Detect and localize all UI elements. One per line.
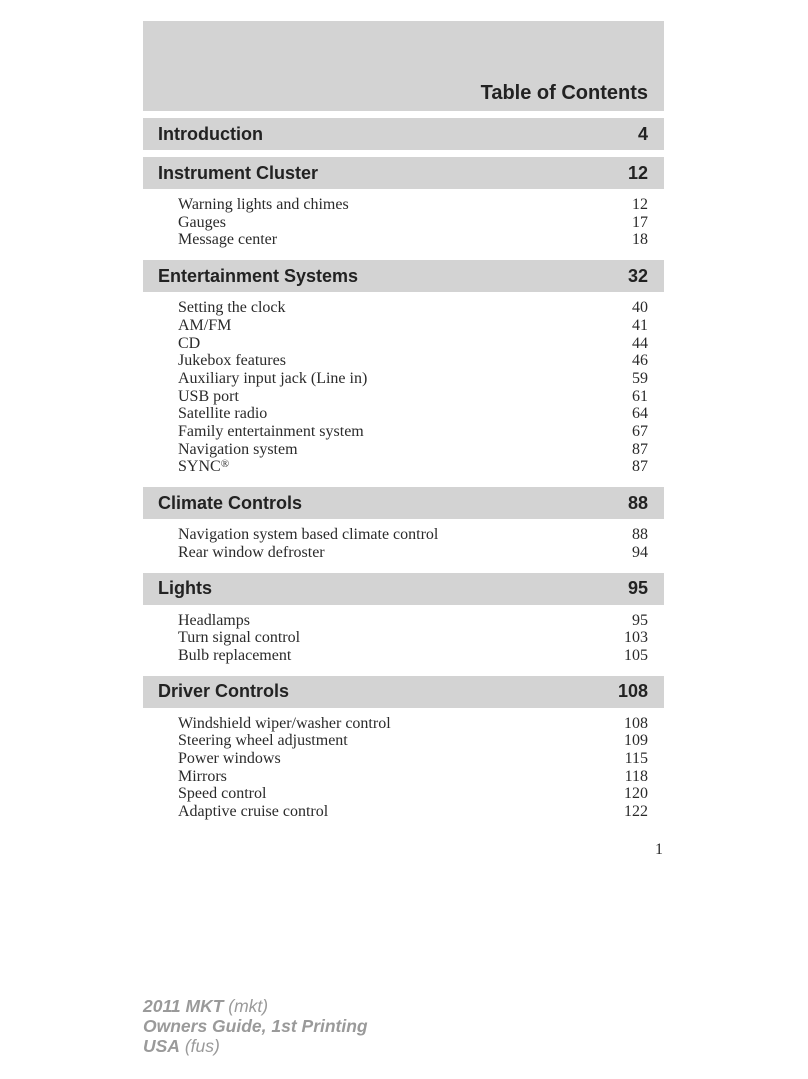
entry-label: USB port xyxy=(178,387,239,405)
entry-label-wrap xyxy=(178,458,229,476)
entry-list xyxy=(143,708,664,825)
entry-label: Speed control xyxy=(178,785,267,803)
entry-label: Message center xyxy=(178,231,278,249)
entry-page: 46 xyxy=(632,352,648,370)
toc-entry[interactable] xyxy=(178,612,648,630)
entry-page: 120 xyxy=(624,785,648,803)
entry-page: 41 xyxy=(632,316,648,334)
toc-section xyxy=(143,487,664,565)
toc-entry[interactable] xyxy=(178,299,648,317)
entry-page: 109 xyxy=(624,732,648,750)
entry-page: 17 xyxy=(632,213,648,231)
entry-label: Auxiliary input jack (Line in) xyxy=(178,369,368,387)
entry-label-wrap xyxy=(178,317,231,335)
footer xyxy=(143,996,368,1056)
entry-label-wrap xyxy=(178,214,226,232)
entry-label: Setting the clock xyxy=(178,299,286,317)
entry-list xyxy=(143,519,664,565)
toc-entry[interactable] xyxy=(178,785,648,803)
entry-page: 122 xyxy=(624,803,648,821)
entry-label: Warning lights and chimes xyxy=(178,196,349,213)
registered-mark: ® xyxy=(220,458,230,471)
entry-label-wrap xyxy=(178,715,391,733)
entry-label: CD xyxy=(178,334,201,352)
toc-entry[interactable] xyxy=(178,441,648,459)
entry-label: Bulb replacement xyxy=(178,646,292,664)
toc-entry[interactable] xyxy=(178,544,648,562)
section-page: 88 xyxy=(627,492,648,513)
toc-entry[interactable] xyxy=(178,526,648,544)
page-number: 1 xyxy=(655,841,663,858)
section-page: 32 xyxy=(627,265,648,286)
entry-label: Navigation system based climate control xyxy=(178,526,439,544)
section-title: Lights xyxy=(158,578,212,599)
entry-label-wrap xyxy=(178,647,291,665)
entry-label-wrap xyxy=(178,768,227,786)
entry-page: 94 xyxy=(632,543,648,561)
toc-entry[interactable] xyxy=(178,231,648,249)
entry-label-wrap xyxy=(178,352,286,370)
entry-label: SYNC xyxy=(178,458,221,476)
entry-label-wrap xyxy=(178,629,300,647)
entry-page: 67 xyxy=(632,423,648,441)
toc-entry[interactable] xyxy=(178,423,648,441)
toc-entry[interactable] xyxy=(178,196,648,214)
section-page: 95 xyxy=(627,578,648,599)
entry-page: 118 xyxy=(624,767,648,785)
toc-section xyxy=(143,157,664,253)
entry-label: Turn signal control xyxy=(178,629,301,647)
section-page: 108 xyxy=(617,681,648,702)
toc-entry[interactable] xyxy=(178,803,648,821)
toc-entry[interactable] xyxy=(178,214,648,232)
toc-entry[interactable] xyxy=(178,715,648,733)
entry-label: Jukebox features xyxy=(178,352,286,370)
entry-label: Gauges xyxy=(178,213,226,231)
toc-section xyxy=(143,118,664,150)
entry-label-wrap xyxy=(178,405,267,423)
section-title: Driver Controls xyxy=(158,681,290,702)
entry-page: 59 xyxy=(632,369,648,387)
toc-entry[interactable] xyxy=(178,388,648,406)
entry-page: 44 xyxy=(632,334,648,352)
entry-page: 87 xyxy=(632,440,648,458)
section-page: 12 xyxy=(627,162,648,183)
entry-label-wrap xyxy=(178,231,277,249)
entry-label: Steering wheel adjustment xyxy=(178,732,348,750)
toc-entry[interactable] xyxy=(178,768,648,786)
toc-entry[interactable] xyxy=(178,750,648,768)
entry-label: Mirrors xyxy=(178,767,227,785)
entry-label: Rear window defroster xyxy=(178,543,325,561)
entry-label: Family entertainment system xyxy=(178,423,364,441)
entry-label-wrap xyxy=(178,196,349,214)
toc-entry[interactable] xyxy=(178,317,648,335)
footer-line-3 xyxy=(143,1036,368,1056)
entry-label: Satellite radio xyxy=(178,405,268,423)
page-title: Table of Contents xyxy=(480,82,648,104)
entry-list xyxy=(143,189,664,253)
entry-page: 87 xyxy=(632,458,648,476)
entry-page: 108 xyxy=(624,714,648,732)
toc-entry[interactable] xyxy=(178,458,648,476)
toc-entry[interactable] xyxy=(178,732,648,750)
toc-section xyxy=(143,676,664,825)
toc-entry[interactable] xyxy=(178,629,648,647)
entry-list xyxy=(143,292,664,480)
footer-model: 2011 MKT xyxy=(143,996,224,1016)
entry-page: 95 xyxy=(632,611,648,629)
footer-line-2 xyxy=(143,1016,368,1036)
entry-page: 105 xyxy=(624,646,648,664)
entry-label: AM/FM xyxy=(178,316,232,334)
entry-page: 61 xyxy=(632,387,648,405)
footer-market-code: (fus) xyxy=(184,1036,220,1056)
entry-page: 18 xyxy=(632,231,648,249)
entry-label: Windshield wiper/washer control xyxy=(178,714,391,732)
toc-page xyxy=(143,21,664,825)
section-title: Entertainment Systems xyxy=(158,265,359,286)
entry-label-wrap xyxy=(178,526,438,544)
section-header[interactable] xyxy=(143,260,664,292)
toc-entry[interactable] xyxy=(178,370,648,388)
toc-entry[interactable] xyxy=(178,352,648,370)
entry-label: Navigation system xyxy=(178,440,298,458)
entry-page: 115 xyxy=(624,750,648,768)
entry-label-wrap xyxy=(178,335,200,353)
entry-label-wrap xyxy=(178,803,328,821)
entry-label-wrap xyxy=(178,299,286,317)
toc-section xyxy=(143,260,664,480)
section-header[interactable] xyxy=(143,157,664,189)
entry-list xyxy=(143,605,664,669)
entry-label-wrap xyxy=(178,732,348,750)
entry-page: 88 xyxy=(632,526,648,544)
section-header[interactable] xyxy=(143,573,664,605)
toc-sections xyxy=(143,118,664,825)
footer-guide: Owners Guide, 1st Printing xyxy=(143,1016,368,1036)
footer-market: USA xyxy=(143,1036,180,1056)
entry-label-wrap xyxy=(178,441,298,459)
section-header[interactable] xyxy=(143,118,664,150)
section-title: Instrument Cluster xyxy=(158,162,319,183)
entry-label-wrap xyxy=(178,785,266,803)
entry-label-wrap xyxy=(178,544,325,562)
footer-model-code: (mkt) xyxy=(228,996,269,1016)
section-page: 4 xyxy=(637,123,648,144)
entry-label-wrap xyxy=(178,388,239,406)
header-box xyxy=(143,21,664,111)
toc-entry[interactable] xyxy=(178,405,648,423)
footer-line-1 xyxy=(143,996,368,1016)
toc-entry[interactable] xyxy=(178,335,648,353)
entry-label-wrap xyxy=(178,612,250,630)
entry-page: 40 xyxy=(632,299,648,317)
section-title: Climate Controls xyxy=(158,492,303,513)
entry-label-wrap xyxy=(178,370,367,388)
section-header[interactable] xyxy=(143,676,664,708)
toc-section xyxy=(143,573,664,669)
section-header[interactable] xyxy=(143,487,664,519)
toc-entry[interactable] xyxy=(178,647,648,665)
entry-page: 103 xyxy=(624,629,648,647)
entry-label: Adaptive cruise control xyxy=(178,803,329,821)
section-title: Introduction xyxy=(158,123,263,144)
entry-label-wrap xyxy=(178,750,281,768)
entry-label: Headlamps xyxy=(178,611,250,629)
entry-page: 12 xyxy=(632,196,648,213)
entry-page: 64 xyxy=(632,405,648,423)
entry-label-wrap xyxy=(178,423,364,441)
entry-label: Power windows xyxy=(178,750,281,768)
